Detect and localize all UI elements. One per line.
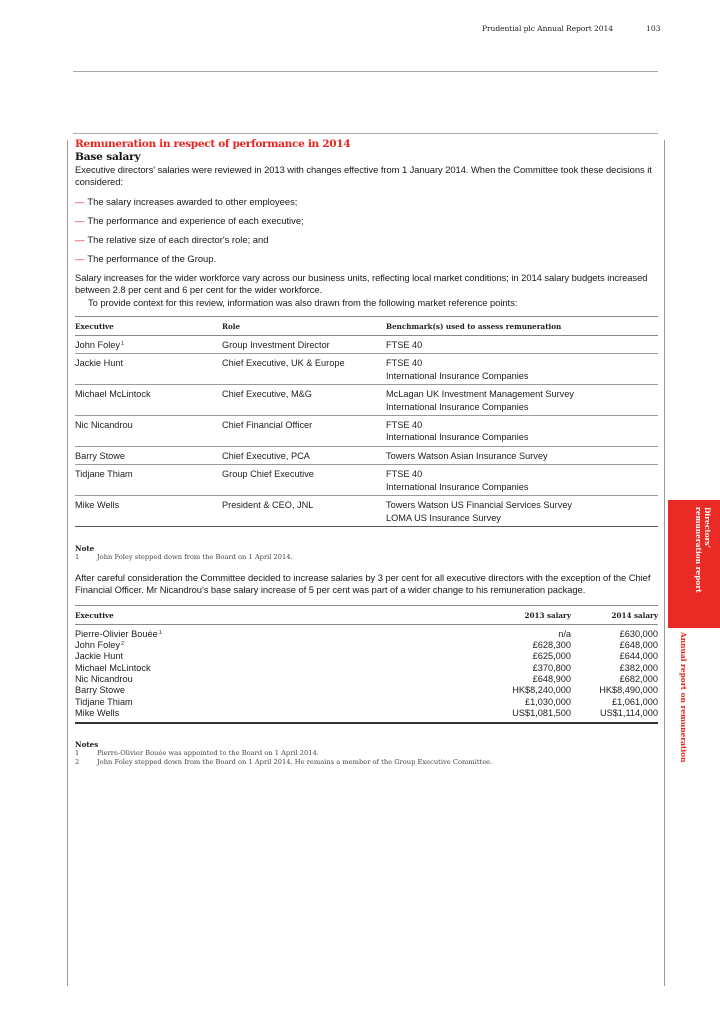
- salary-2014-cell: £382,000: [619, 662, 658, 673]
- role-cell: Chief Executive, PCA: [222, 446, 386, 464]
- table-row: [75, 674, 658, 685]
- role-cell: Chief Financial Officer: [222, 416, 386, 447]
- dash-bullet-icon: —: [75, 233, 85, 245]
- table-row: [75, 651, 658, 662]
- benchmark-cell: FTSE 40 International Insurance Companies: [386, 465, 658, 496]
- table-header-row: [75, 317, 658, 336]
- running-header: [460, 24, 660, 38]
- table-row: [75, 663, 658, 674]
- dash-bullet-icon: —: [75, 214, 85, 226]
- salary-table: [75, 605, 658, 724]
- executive-cell: Tidjane Thiam: [75, 696, 133, 707]
- bullet-item: — The relative size of each director's role; and: [75, 233, 269, 245]
- salary-2013-cell: £625,000: [532, 651, 571, 662]
- executive-cell: Barry Stowe: [75, 446, 222, 464]
- executive-cell: Jackie Hunt: [75, 651, 124, 662]
- benchmark-cell: McLagan UK Investment Management Survey International Insurance Companies: [386, 385, 658, 416]
- executive-cell: John Foley$^2$: [75, 640, 125, 651]
- dash-bullet-icon: —: [75, 252, 85, 264]
- salary-2013-cell: £628,300: [532, 640, 571, 651]
- table-row: [75, 496, 658, 527]
- salary-2014-cell: £682,000: [619, 673, 658, 684]
- top-rule-divider: [73, 71, 658, 72]
- salary-2014-cell: £644,000: [619, 651, 658, 662]
- benchmark-cell: FTSE 40 International Insurance Companies: [386, 416, 658, 447]
- executive-cell: Michael McLintock: [75, 385, 222, 416]
- column-header-executive: Executive: [75, 605, 476, 624]
- table-row: [75, 697, 658, 708]
- table-row: [75, 640, 658, 651]
- note-title: Note: [75, 543, 95, 553]
- side-tab-label: Directors' remuneration report: [694, 507, 712, 593]
- page-number: 103: [646, 24, 661, 33]
- salary-2014-cell: US$1,114,000: [571, 708, 658, 723]
- table-row: [75, 385, 658, 416]
- executive-cell: Jackie Hunt: [75, 354, 222, 385]
- column-header-benchmark: Benchmark(s) used to assess remuneration: [386, 317, 658, 336]
- workforce-paragraph: Salary increases for the wider workforce vary across our business units, reflecting local market conditions; in 2014 salary budgets increased between 2.8 per cent and 6 per cent for the wider workforce.: [75, 271, 648, 296]
- dash-bullet-icon: —: [75, 195, 85, 207]
- table-row: [75, 354, 658, 385]
- intro-paragraph: Executive directors' salaries were reviewed in 2013 with changes effective from 1 January 2014. When the Committee took these decisions it considered:: [75, 164, 652, 188]
- salary-2014-cell: £630,000: [619, 628, 658, 639]
- executive-cell: Nic Nicandrou: [75, 673, 133, 684]
- role-cell: Group Investment Director: [222, 336, 386, 354]
- footnote: 2 John Foley stepped down from the Board on 1 April 2014. He remains a member of the Group Executive Committee.: [75, 758, 493, 767]
- column-header-2013-salary: 2013 salary: [476, 605, 571, 624]
- footnote: 1 John Foley stepped down from the Board on 1 April 2014.: [75, 552, 293, 561]
- left-margin-line: [67, 140, 68, 986]
- role-cell: Group Chief Executive: [222, 465, 386, 496]
- salary-2013-cell: £370,800: [532, 662, 571, 673]
- table-row: [75, 685, 658, 696]
- section-heading: Remuneration in respect of performance in 2014: [75, 138, 351, 150]
- role-cell: Chief Executive, M&G: [222, 385, 386, 416]
- right-margin-line: [664, 140, 665, 986]
- table-header-row: [75, 605, 658, 624]
- table-row: [75, 446, 658, 464]
- section-rule-divider: [73, 133, 658, 134]
- bullet-item: — The performance of the Group.: [75, 252, 217, 264]
- salary-2014-cell: £1,061,000: [612, 696, 658, 707]
- salary-2013-cell: US$1,081,500: [476, 708, 571, 723]
- footnote: 1 Pierre-Olivier Bouée was appointed to the Board on 1 April 2014.: [75, 749, 319, 758]
- benchmark-cell: FTSE 40: [386, 336, 658, 354]
- table-row: [75, 416, 658, 447]
- role-cell: President & CEO, JNL: [222, 496, 386, 527]
- salary-2013-cell: £648,900: [532, 673, 571, 684]
- executive-cell: Barry Stowe: [75, 685, 126, 696]
- notes-title: Notes: [75, 740, 99, 750]
- executive-cell: Pierre-Olivier Bouée$^1$: [75, 628, 162, 639]
- decision-paragraph: After careful consideration the Committee decided to increase salaries by 3 per cent for all executive directors with the exception of the Chief Financial Officer. Mr Nicandrou's base salary increase of 5 per cent was part of a wider change to his remuneration package.: [75, 571, 651, 596]
- executive-cell: Mike Wells: [75, 496, 222, 527]
- bullet-item: — The performance and experience of each executive;: [75, 214, 304, 226]
- sub-heading: Base salary: [75, 151, 141, 163]
- side-subsection-label[interactable]: Annual report on remuneration: [679, 632, 688, 763]
- side-section-tab[interactable]: [668, 500, 720, 628]
- role-cell: Chief Executive, UK & Europe: [222, 354, 386, 385]
- executive-cell: Michael McLintock: [75, 662, 151, 673]
- executive-cell: Nic Nicandrou: [75, 416, 222, 447]
- salary-2013-cell: n/a: [558, 628, 571, 639]
- salary-2014-cell: HK$8,490,000: [599, 685, 658, 696]
- executive-cell: John Foley$^1$: [75, 336, 222, 354]
- benchmark-cell: Towers Watson Asian Insurance Survey: [386, 446, 658, 464]
- main-content: [75, 138, 658, 767]
- bullet-item: — The salary increases awarded to other employees;: [75, 195, 298, 207]
- benchmark-cell: FTSE 40 International Insurance Companies: [386, 354, 658, 385]
- executive-cell: Tidjane Thiam: [75, 465, 222, 496]
- table-row: [75, 624, 658, 640]
- table-row: [75, 336, 658, 354]
- executive-cell: Mike Wells: [75, 708, 476, 723]
- salary-2013-cell: HK$8,240,000: [512, 685, 571, 696]
- benchmark-cell: Towers Watson US Financial Services Survey LOMA US Insurance Survey: [386, 496, 658, 527]
- column-header-role: Role: [222, 317, 386, 336]
- report-title: Prudential plc Annual Report 2014: [482, 24, 613, 33]
- salary-2013-cell: £1,030,000: [525, 696, 571, 707]
- benchmark-table: [75, 316, 658, 527]
- context-paragraph: To provide context for this review, information was also drawn from the following market reference points:: [88, 296, 518, 308]
- column-header-2014-salary: 2014 salary: [571, 605, 658, 624]
- salary-2014-cell: £648,000: [619, 640, 658, 651]
- table-row: [75, 708, 658, 723]
- column-header-executive: Executive: [75, 317, 222, 336]
- table-row: [75, 465, 658, 496]
